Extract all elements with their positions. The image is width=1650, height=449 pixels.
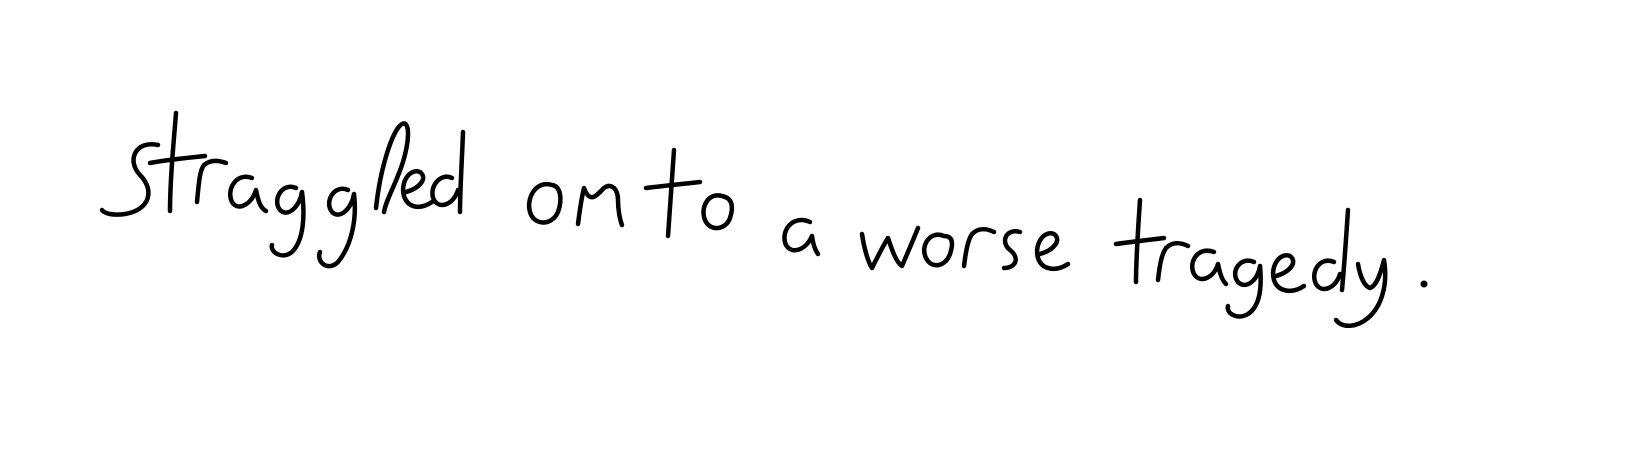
word-on [529,184,622,225]
word-worse [862,228,1068,269]
period-mark [1421,281,1428,288]
word-a [784,220,818,254]
word-to [646,150,732,236]
word-tragedy [1116,200,1385,326]
word-straggled [102,113,463,266]
